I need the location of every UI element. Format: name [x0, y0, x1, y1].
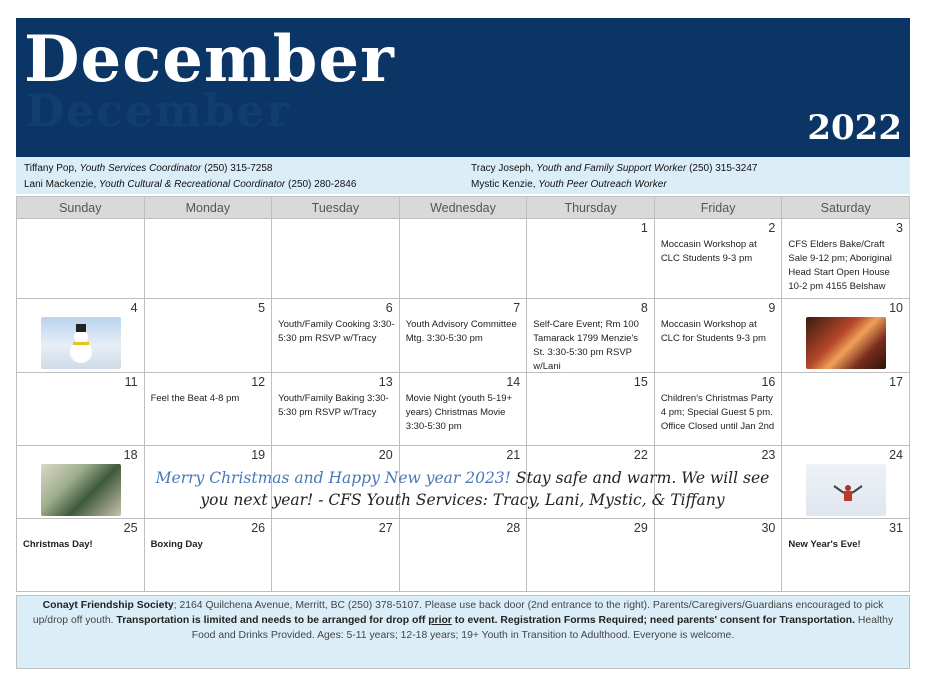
week-row-3	[17, 373, 910, 446]
day-cell-31	[782, 519, 910, 592]
day-number: 1	[640, 221, 648, 235]
day-event: Movie Night (youth 5-19+ years) Christmas Movie 3:30-5:30 pm	[405, 393, 513, 432]
day-event: Feel the Beat 4-8 pm	[150, 393, 240, 404]
registration-note: to event. Registration Forms Required; need parents' consent for Transportation.	[454, 615, 856, 626]
weekday-friday: Friday	[654, 197, 782, 219]
day-cell-26	[144, 519, 272, 592]
day-event: Christmas Day!	[23, 539, 93, 550]
day-cell-6	[272, 299, 400, 373]
footer-notes	[16, 595, 910, 669]
day-number: 24	[889, 448, 903, 462]
day-cell-empty	[17, 219, 145, 299]
day-number: 17	[889, 375, 903, 389]
weekday-thursday: Thursday	[527, 197, 655, 219]
day-number: 6	[385, 301, 393, 315]
holiday-greeting: Merry Christmas and Happy New year 2023!	[155, 469, 511, 487]
day-event: New Year's Eve!	[788, 539, 861, 550]
day-event: Youth Advisory Committee Mtg. 3:30-5:30 pm	[405, 319, 517, 344]
day-number: 3	[896, 221, 903, 235]
day-number: 27	[378, 521, 393, 535]
day-cell-10	[782, 299, 910, 373]
day-cell-empty	[399, 219, 527, 299]
day-number: 22	[633, 448, 648, 462]
week-row-2	[17, 299, 910, 373]
day-cell-7	[399, 299, 527, 373]
day-event: Youth/Family Baking 3:30-5:30 pm RSVP w/Tracy	[278, 393, 389, 418]
holiday-message	[145, 467, 780, 511]
day-cell-empty	[272, 219, 400, 299]
snowman-hat-shape	[76, 324, 86, 332]
day-number: 8	[640, 301, 648, 315]
day-number: 18	[123, 448, 138, 462]
weekday-sunday: Sunday	[17, 197, 145, 219]
day-number: 14	[506, 375, 521, 389]
day-event: Youth/Family Cooking 3:30-5:30 pm RSVP w/Tracy	[278, 319, 395, 344]
snowman-scarf-shape	[73, 342, 89, 345]
staff-contact-tiffany: Tiffany Pop, Youth Services Coordinator (250) 315-7258	[24, 163, 273, 174]
day-number: 31	[889, 521, 903, 535]
day-cell-29	[527, 519, 655, 592]
day-number: 15	[633, 375, 648, 389]
day-number: 30	[761, 521, 776, 535]
weekday-tuesday: Tuesday	[272, 197, 400, 219]
staff-contact-tracy: Tracy Joseph, Youth and Family Support Worker (250) 315-3247	[471, 163, 758, 174]
transport-prior: prior	[428, 615, 452, 626]
day-event: Moccasin Workshop at CLC Students 9-3 pm	[660, 239, 757, 264]
day-cell-empty	[144, 219, 272, 299]
day-cell-14	[399, 373, 527, 446]
day-number: 28	[506, 521, 521, 535]
staff-contact-mystic: Mystic Kenzie, Youth Peer Outreach Worker	[471, 179, 667, 190]
holiday-message-body: Stay safe and warm. We will see you next year! - CFS Youth Services: Tracy, Lani, Mystic, & Tiffany	[200, 469, 770, 509]
organization-address: ; 2164 Quilchena Avenue, Merritt, BC (250) 378-5107. Please use back door (2nd entrance to the right). Parents/Caregivers/Guardians encouraged to pick up/drop off youth.	[32, 600, 884, 626]
day-event: Children's Christmas Party 4 pm; Special Guest 5 pm. Office Closed until Jan 2nd	[660, 393, 775, 432]
day-cell-27	[272, 519, 400, 592]
day-cell-24	[782, 446, 910, 519]
day-cell-8	[527, 299, 655, 373]
week-row-5	[17, 519, 910, 592]
organization-name: Conayt Friendship Society	[42, 600, 174, 611]
day-cell-12	[144, 373, 272, 446]
day-number: 19	[251, 448, 266, 462]
day-number: 23	[761, 448, 776, 462]
day-cell-30	[654, 519, 782, 592]
day-number: 12	[251, 375, 266, 389]
snowman-photo	[41, 317, 121, 369]
day-cell-15	[527, 373, 655, 446]
ornaments-photo	[41, 464, 121, 516]
day-cell-25	[17, 519, 145, 592]
day-cell-11	[17, 373, 145, 446]
calendar-grid	[16, 196, 910, 592]
staff-contact-lani: Lani Mackenzie, Youth Cultural & Recreational Coordinator (250) 280-2846	[24, 179, 357, 190]
day-number: 5	[258, 301, 266, 315]
day-event: Moccasin Workshop at CLC for Students 9-3 pm	[660, 319, 766, 344]
weekday-header-row	[17, 197, 910, 219]
day-cell-3	[782, 219, 910, 299]
day-cell-9	[654, 299, 782, 373]
day-number: 20	[378, 448, 393, 462]
day-number: 16	[761, 375, 776, 389]
day-cell-17	[782, 373, 910, 446]
day-number: 10	[889, 301, 903, 315]
day-cell-5	[144, 299, 272, 373]
day-number: 26	[251, 521, 266, 535]
day-number: 25	[123, 521, 138, 535]
day-number: 2	[768, 221, 776, 235]
weekday-wednesday: Wednesday	[399, 197, 527, 219]
transport-note: Transportation is limited and needs to be arranged for drop off	[116, 615, 426, 626]
day-cell-1	[527, 219, 655, 299]
day-number: 11	[124, 375, 138, 389]
day-number: 21	[506, 448, 521, 462]
day-cell-18	[17, 446, 145, 519]
day-cell-16	[654, 373, 782, 446]
weekday-monday: Monday	[144, 197, 272, 219]
day-cell-4	[17, 299, 145, 373]
weekday-saturday: Saturday	[782, 197, 910, 219]
snow-angel-figure-icon	[806, 464, 886, 516]
snow-angel-photo	[806, 464, 886, 516]
year-title: 2022	[807, 108, 902, 148]
day-number: 4	[130, 301, 138, 315]
day-cell-28	[399, 519, 527, 592]
day-number: 13	[378, 375, 393, 389]
day-number: 29	[633, 521, 648, 535]
month-title: December	[24, 22, 395, 97]
month-title-shadow: December	[26, 86, 292, 137]
day-cell-13	[272, 373, 400, 446]
food-ages-note: Healthy Food and Drinks Provided. Ages: 5-11 years; 12-18 years; 19+ Youth in Transition to Adulthood. Everyone is welcome.	[191, 615, 894, 641]
fireplace-socks-photo	[806, 317, 886, 369]
day-number: 7	[513, 301, 521, 315]
day-cell-2	[654, 219, 782, 299]
day-event: Boxing Day	[150, 539, 203, 550]
staff-contacts	[16, 157, 910, 194]
week-row-1	[17, 219, 910, 299]
day-number: 9	[768, 301, 776, 315]
day-event: Self-Care Event; Rm 100 Tamarack 1799 Menzie's St. 3:30-5:30 pm RSVP w/Lani	[533, 319, 639, 372]
day-event: CFS Elders Bake/Craft Sale 9-12 pm; Aboriginal Head Start Open House 10-2 pm 4155 Belshaw	[788, 239, 892, 292]
calendar-header	[16, 18, 910, 157]
